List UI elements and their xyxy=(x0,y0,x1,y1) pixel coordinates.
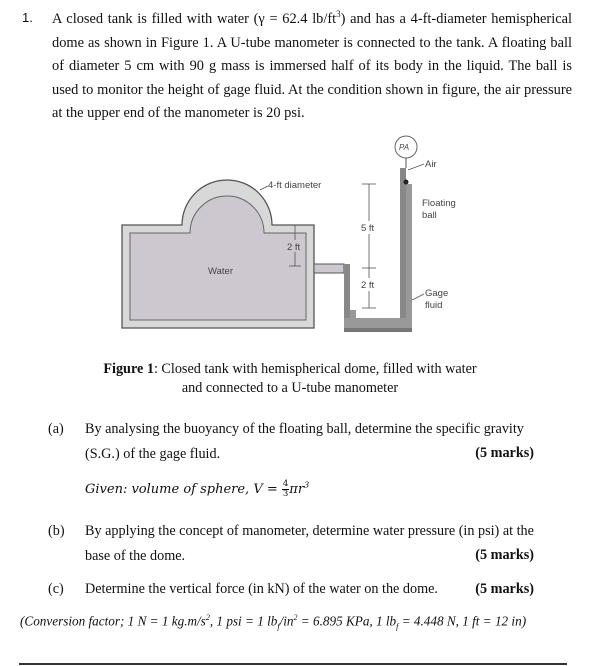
question-text-part2: ) and has a 4-ft-diameter hemispherical dome as shown in Figure 1. A U-tube manometer is connected to the tank. A floating ball of diameter 5 cm with 90 g mass is immersed half of its body in the liquid. The ball is used to monitor the height of gage fluid. At the condition shown in figure, the air pressure at the upper end of the manometer is 20 psi. xyxy=(52,11,572,122)
gage-fluid-label-1: Gage xyxy=(425,288,449,299)
conv-p2: , 1 psi = 1 lb xyxy=(209,613,278,629)
question-text xyxy=(52,8,572,126)
conv-p5: = 4.448 N, 1 ft = 12 in) xyxy=(398,613,527,629)
air-label: Air xyxy=(425,159,437,170)
given-prefix: Given: volume of sphere, V = xyxy=(85,482,278,497)
fraction-denominator: 3 xyxy=(282,489,289,499)
question-text-exponent: 3 xyxy=(336,9,341,20)
part-b-marks: (5 marks) xyxy=(475,547,534,563)
pressure-symbol: PA xyxy=(399,143,410,152)
caption-line2: and connected to a U-tube manometer xyxy=(181,379,399,396)
part-a-label: (a) xyxy=(48,421,64,437)
diameter-label: 4-ft diameter xyxy=(268,180,322,191)
water-label: Water xyxy=(208,266,233,277)
conv-p2-sub: f xyxy=(277,622,280,632)
air-leader xyxy=(408,164,424,170)
figure-1-diagram xyxy=(0,128,604,360)
part-c-label: (c) xyxy=(48,581,64,597)
floating-ball-label-1: Floating xyxy=(422,198,456,209)
part-a-marks: (5 marks) xyxy=(475,445,534,461)
caption-label: Figure 1 xyxy=(103,361,154,377)
conv-p1-sup: 2 xyxy=(205,613,210,622)
gage-fluid-right xyxy=(406,184,412,330)
part-c-marks: (5 marks) xyxy=(475,581,534,597)
dim-5ft-label: 5 ft xyxy=(361,223,375,234)
connecting-pipe xyxy=(314,264,344,273)
conv-p3-sup: 2 xyxy=(293,613,298,622)
question-text-part1: A closed tank is filled with water (γ = 62.4 lb/ft xyxy=(52,11,337,27)
dim-2ft-tank-label: 2 ft xyxy=(287,242,301,253)
diameter-leader xyxy=(260,186,268,190)
given-formula xyxy=(85,480,309,499)
part-c-text: Determine the vertical force (in kN) of the water on the dome. xyxy=(85,581,438,597)
gage-fluid-label-2: fluid xyxy=(425,300,443,311)
bottom-rule xyxy=(19,663,567,665)
conv-p4: = 6.895 KPa, 1 lb xyxy=(297,613,397,629)
figure-caption xyxy=(60,360,520,397)
floating-ball-label-2: ball xyxy=(422,210,437,221)
gage-fluid-leader xyxy=(412,294,424,300)
conv-p1: (Conversion factor; 1 N = 1 kg.m/s xyxy=(20,613,206,629)
question-number: 1. xyxy=(22,10,33,25)
manometer-right-leg xyxy=(400,168,406,328)
part-b-text: By applying the concept of manometer, determine water pressure (in psi) at the base of the dome. xyxy=(85,523,534,564)
floating-ball xyxy=(404,180,409,185)
manometer-bottom xyxy=(344,328,412,332)
part-a-text: By analysing the buoyancy of the floating ball, determine the specific gravity (S.G.) of the gage fluid. xyxy=(85,421,524,462)
given-suffix: πr xyxy=(289,482,305,497)
caption-line1: : Closed tank with hemispherical dome, filled with water xyxy=(153,361,477,377)
conv-p3: /in xyxy=(279,613,294,629)
fraction-numerator: 4 xyxy=(282,479,289,489)
conversion-factors xyxy=(20,613,526,631)
water-region xyxy=(130,196,306,320)
part-b-label: (b) xyxy=(48,523,65,539)
dim-2ft-manometer-label: 2 ft xyxy=(361,280,375,291)
given-exponent: 3 xyxy=(304,480,310,490)
conv-p4-sub: f xyxy=(396,622,399,632)
